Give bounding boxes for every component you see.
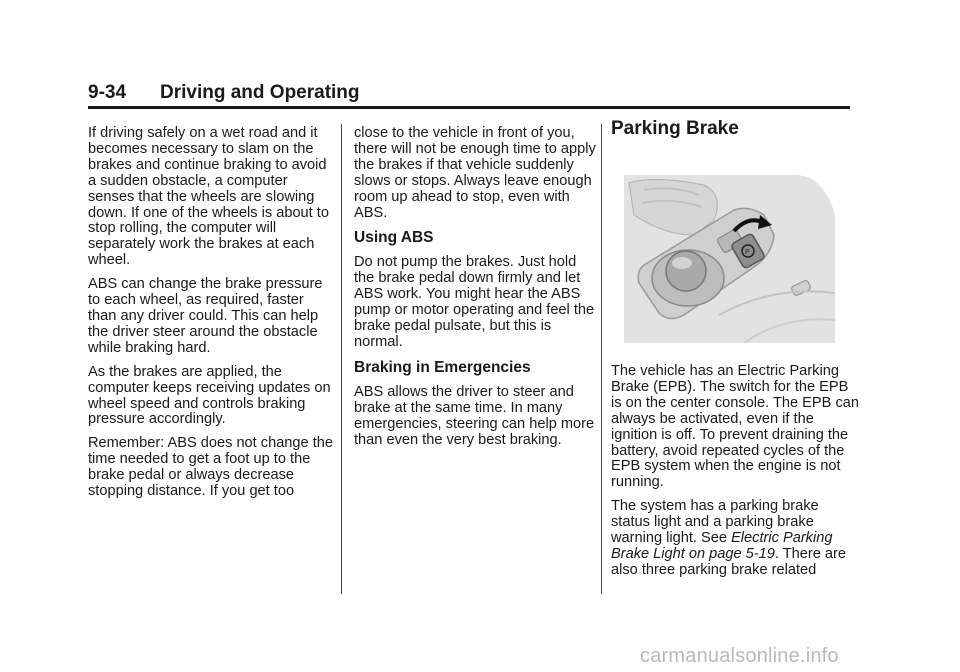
paragraph: close to the vehicle in front of you, there will not be enough time to apply the brakes if that vehicle suddenly slows or stops. Always leave enough room up ahead to stop, even with ABS. <box>354 125 596 221</box>
paragraph: ABS allows the driver to steer and brake at the same time. In many emergencies, steering can help more than even the very best braking. <box>354 383 595 448</box>
page-header <box>88 80 850 109</box>
section-title: Driving and Operating <box>160 82 360 103</box>
heading-using-abs: Using ABS <box>354 229 434 247</box>
heading-parking-brake: Parking Brake <box>611 118 739 139</box>
parking-brake-switch-illustration-icon <box>624 175 835 343</box>
paragraph: The vehicle has an Electric Parking Brake (EPB). The switch for the EPB is on the center console. The EPB can always be activated, even if the ignition is off. To prevent draining the battery, avoid repeated cycles of the EPB system when the engine is not running. <box>611 363 859 491</box>
heading-braking-in-emergencies: Braking in Emergencies <box>354 358 531 376</box>
svg-text:P: P <box>745 249 750 256</box>
column-divider <box>601 124 602 594</box>
column-1 <box>88 126 336 508</box>
paragraph: Do not pump the brakes. Just hold the brake pedal down firmly and let ABS work. You might hear the ABS pump or motor operating and feel the brake pedal pulsate, but this is normal. <box>354 254 595 350</box>
column-3 <box>611 117 859 587</box>
column-2 <box>354 126 596 457</box>
paragraph <box>611 499 859 579</box>
paragraph-text: The system has a parking brake status light and a parking brake warning light. See <box>611 498 819 547</box>
column-divider <box>341 124 342 594</box>
paragraph-text: . There are also three parking brake related <box>611 545 847 578</box>
page-number: 9-34 <box>88 82 127 103</box>
watermark: carmanualsonline.info <box>640 645 839 667</box>
paragraph: ABS can change the brake pressure to each wheel, as required, faster than any driver could. This can help the driver steer around the obstacle while braking hard. <box>88 276 323 356</box>
paragraph: If driving safely on a wet road and it becomes necessary to slam on the brakes and continue braking to avoid a sudden obstacle, a computer senses that the wheels are slowing down. If one of the wheels is about to stop rolling, the computer will separately work the brakes at each wheel. <box>88 125 329 269</box>
paragraph: Remember: ABS does not change the time needed to get a foot up to the brake pedal or always decrease stopping distance. If you get too <box>88 435 334 500</box>
cross-reference-link[interactable]: Electric Parking Brake Light on page 5-19 <box>611 530 833 562</box>
paragraph: As the brakes are applied, the computer keeps receiving updates on wheel speed and controls braking pressure accordingly. <box>88 363 331 428</box>
